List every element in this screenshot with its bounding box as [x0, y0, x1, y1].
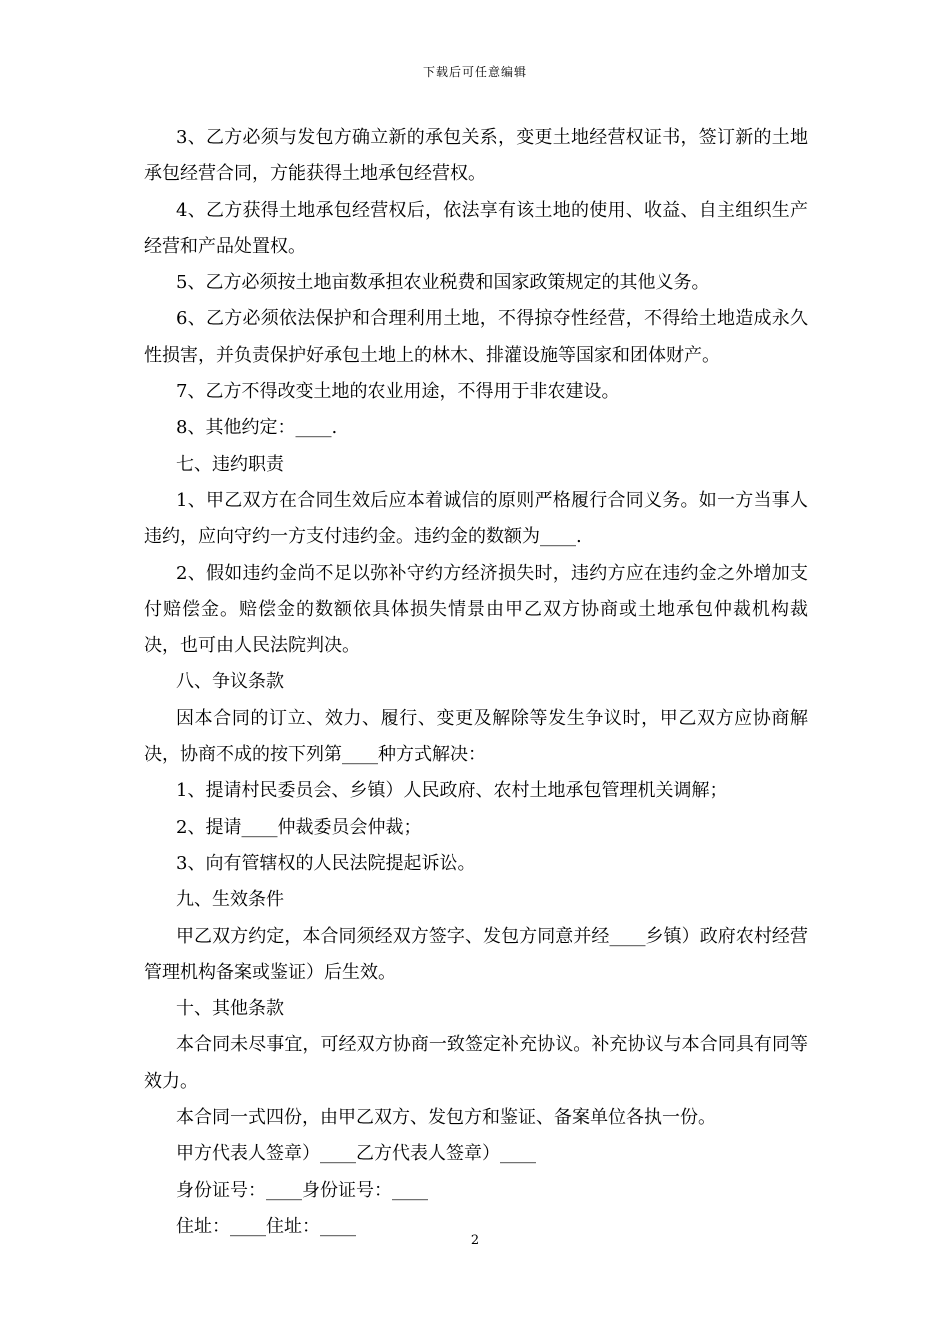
- clause-paragraph: 7、乙方不得改变土地的农业用途，不得用于非农建设。: [176, 381, 620, 403]
- page-number: 2: [470, 1233, 480, 1248]
- clause-paragraph: 3、乙方必须与发包方确立新的承包关系，变更土地经营权证书，签订新的土地承包经营合同，方能获得土地承包经营权。: [144, 127, 808, 185]
- section-heading: 十、其他条款: [176, 998, 284, 1020]
- clause-paragraph: 3、向有管辖权的人民法院提起诉讼。: [176, 852, 476, 874]
- clause-paragraph: 1、甲乙双方在合同生效后应本着诚信的原则严格履行合同义务。如一方当事人违约，应向守约一方支付违约金。违约金的数额为____.: [144, 489, 808, 548]
- clause-paragraph: 本合同一式四份，由甲乙双方、发包方和鉴证、备案单位各执一份。: [176, 1107, 716, 1129]
- clause-paragraph: 8、其他约定：____.: [176, 417, 338, 439]
- clause-paragraph: 甲乙双方约定，本合同须经双方签字、发包方同意并经____乡镇）政府农村经营管理机构备案或鉴证）后生效。: [144, 925, 808, 983]
- signature-line: 甲方代表人签章）____乙方代表人签章）____: [176, 1143, 536, 1165]
- clause-paragraph: 1、提请村民委员会、乡镇）人民政府、农村土地承包管理机关调解；: [176, 780, 728, 802]
- clause-paragraph: 2、假如违约金尚不足以弥补守约方经济损失时，违约方应在违约金之外增加支付赔偿金。赔偿金的数额依具体损失情景由甲乙双方协商或土地承包仲裁机构裁决，也可由人民法院判决。: [144, 562, 808, 657]
- address-line: 住址：____住址：____: [176, 1215, 356, 1237]
- clause-paragraph: 5、乙方必须按土地亩数承担农业税费和国家政策规定的其他义务。: [176, 272, 710, 294]
- section-heading: 九、生效条件: [176, 889, 284, 911]
- clause-paragraph: 因本合同的订立、效力、履行、变更及解除等发生争议时，甲乙双方应协商解决，协商不成的按下列第____种方式解决：: [144, 707, 808, 766]
- clause-paragraph: 4、乙方获得土地承包经营权后，依法享有该土地的使用、收益、自主组织生产经营和产品处置权。: [144, 199, 808, 257]
- document-body: [144, 120, 808, 1245]
- clause-paragraph: 本合同未尽事宜，可经双方协商一致签定补充协议。补充协议与本合同具有同等效力。: [144, 1034, 808, 1092]
- clause-paragraph: 6、乙方必须依法保护和合理利用土地，不得掠夺性经营，不得给土地造成永久性损害，并负责保护好承包土地上的林木、排灌设施等国家和团体财产。: [144, 308, 808, 366]
- page-header: 下载后可任意编辑: [422, 65, 527, 79]
- clause-paragraph: 2、提请____仲裁委员会仲裁；: [176, 816, 422, 838]
- id-number-line: 身份证号：____身份证号：____: [176, 1179, 428, 1201]
- section-heading: 八、争议条款: [176, 671, 284, 693]
- section-heading: 七、违约职责: [176, 453, 284, 475]
